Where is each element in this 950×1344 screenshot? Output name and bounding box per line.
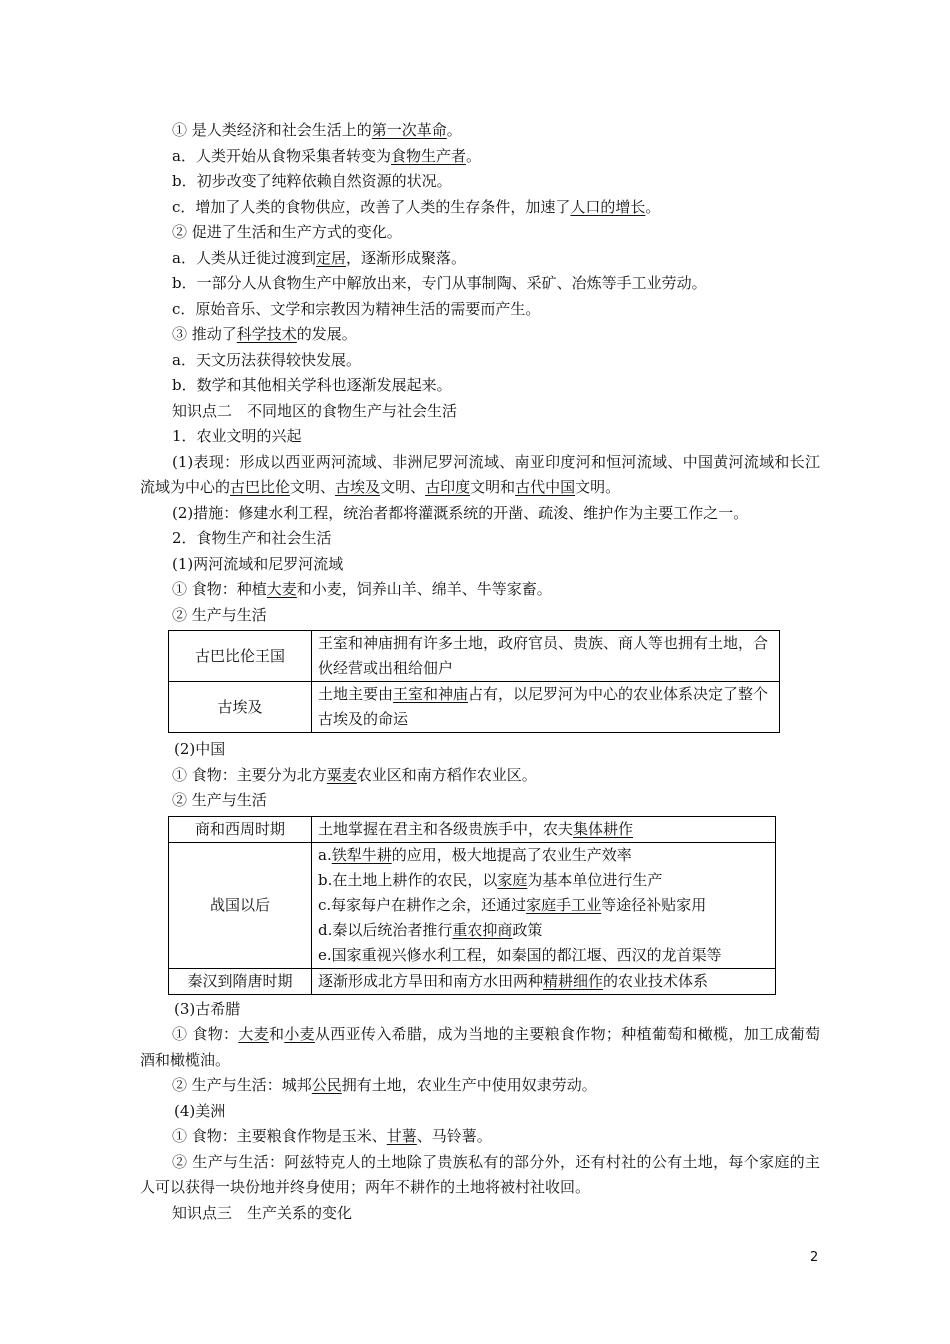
key-term: 家庭 — [497, 870, 528, 889]
china-agriculture-table — [168, 816, 776, 995]
key-term: 古代中国 — [515, 478, 576, 496]
key-term: 古巴比伦 — [230, 478, 291, 496]
paragraph: ② 生产与生活：阿兹特克人的土地除了贵族私有的部分外，还有村社的公有土地，每个家庭的主人可以获得一块份地并终身使用；两年不耕作的土地将被村社收回。 — [140, 1152, 820, 1196]
table-cell: 土地主要由王室和神庙占有，以尼罗河为中心的农业体系决定了整个古埃及的命运 — [312, 682, 780, 733]
list-item: e.国家重视兴修水利工程，如秦国的都江堰、西汉的龙首渠等 — [318, 945, 722, 964]
paragraph: b．初步改变了纯粹依赖自然资源的状况。 — [172, 172, 452, 190]
page-number: 2 — [810, 1250, 819, 1265]
key-term: 食物生产者 — [390, 146, 466, 165]
table-cell: 逐渐形成北方旱田和南方水田两种精耕细作的农业技术体系 — [312, 968, 776, 994]
paragraph: ① 食物：大麦和小麦从西亚传入希腊，成为当地的主要粮食作物；种植葡萄和橄榄，加工成葡萄酒和橄榄油。 — [140, 1025, 820, 1069]
list-item: d.秦以后统治者推行重农抑商政策 — [318, 920, 543, 939]
paragraph: a．人类从迁徙过渡到定居，逐渐形成聚落。 — [172, 248, 466, 267]
key-term: 古埃及 — [335, 478, 381, 496]
subheading: (2)中国 — [174, 740, 226, 758]
table-row — [169, 816, 776, 842]
key-term: 甘薯 — [386, 1127, 417, 1145]
paragraph: ③ 推动了科学技术的发展。 — [172, 325, 357, 343]
key-term: 王室和神庙 — [393, 685, 469, 703]
table-cell: 秦汉到隋唐时期 — [169, 968, 312, 994]
key-term: 粟麦 — [326, 765, 357, 784]
key-term: 人口的增长 — [570, 197, 646, 216]
key-term: 小麦 — [284, 1025, 315, 1043]
key-term: 大麦 — [238, 1025, 269, 1043]
subheading: 1．农业文明的兴起 — [172, 427, 302, 445]
table-row — [169, 968, 776, 994]
section-heading: 知识点二 不同地区的食物生产与社会生活 — [172, 401, 458, 420]
subheading: 2．食物生产和社会生活 — [172, 529, 332, 547]
paragraph: (1)表现：形成以西亚两河流域、非洲尼罗河流域、南亚印度河和恒河流域、中国黄河流域和长江流域为中心的古巴比伦文明、古埃及文明、古印度文明和古代中国文明。 — [140, 452, 820, 496]
paragraph: b．一部分人从食物生产中解放出来，专门从事制陶、采矿、冶炼等手工业劳动。 — [172, 274, 707, 292]
table-cell: 古巴比伦王国 — [169, 631, 312, 682]
table-cell — [312, 842, 776, 968]
key-term: 重农抑商 — [452, 920, 513, 939]
key-term: 铁犁牛耕 — [331, 845, 392, 864]
list-item: b.在土地上耕作的农民，以家庭为基本单位进行生产 — [318, 870, 663, 889]
table-row — [169, 682, 780, 733]
paragraph: a．人类开始从食物采集者转变为食物生产者。 — [172, 146, 481, 165]
table-cell: 战国以后 — [169, 842, 312, 968]
key-term: 精耕细作 — [543, 971, 604, 990]
mesopotamia-egypt-table — [168, 630, 780, 733]
paragraph: ① 是人类经济和社会生活上的第一次革命。 — [172, 121, 462, 139]
key-term: 集体耕作 — [573, 819, 634, 838]
subheading: (3)古希腊 — [174, 999, 241, 1018]
table-row — [169, 631, 780, 682]
subheading: (4)美洲 — [174, 1101, 226, 1120]
list-item: c.每家每户在耕作之余，还通过家庭手工业等途径补贴家用 — [318, 895, 707, 914]
key-term: 古印度 — [425, 478, 471, 496]
table-cell: 古埃及 — [169, 682, 312, 733]
paragraph: (2)措施：修建水利工程，统治者都将灌溉系统的开凿、疏浚、维护作为主要工作之一。 — [172, 503, 749, 522]
paragraph: a．天文历法获得较快发展。 — [172, 350, 361, 369]
paragraph: ② 生产与生活 — [172, 605, 267, 624]
paragraph: b．数学和其他相关学科也逐渐发展起来。 — [172, 376, 452, 394]
table-cell: 商和西周时期 — [169, 816, 312, 842]
key-term: 科学技术 — [236, 325, 297, 343]
paragraph: ① 食物：主要分为北方粟麦农业区和南方稻作农业区。 — [172, 765, 537, 784]
section-heading: 知识点三 生产关系的变化 — [172, 1203, 353, 1222]
paragraph: ② 促进了生活和生产方式的变化。 — [172, 223, 402, 241]
key-term: 公民 — [311, 1076, 342, 1094]
paragraph: ② 生产与生活 — [172, 791, 267, 809]
key-term: 第一次革命 — [371, 121, 447, 139]
key-term: 定居 — [315, 248, 346, 267]
key-term: 家庭手工业 — [526, 895, 602, 914]
table-cell: 王室和神庙拥有许多土地，政府官员、贵族、商人等也拥有土地，合伙经营或出租给佃户 — [312, 631, 780, 682]
key-term: 大麦 — [266, 580, 297, 598]
document-body — [140, 118, 820, 1226]
list-item: a.铁犁牛耕的应用，极大地提高了农业生产效率 — [318, 845, 632, 864]
paragraph: c．原始音乐、文学和宗教因为精神生活的需要而产生。 — [172, 299, 541, 318]
paragraph: c．增加了人类的食物供应，改善了人类的生存条件，加速了人口的增长。 — [172, 197, 661, 216]
table-row — [169, 842, 776, 968]
table-cell: 土地掌握在君主和各级贵族手中，农夫集体耕作 — [312, 816, 776, 842]
subheading: (1)两河流域和尼罗河流域 — [172, 554, 344, 573]
paragraph: ① 食物：种植大麦和小麦，饲养山羊、绵羊、牛等家畜。 — [172, 580, 552, 598]
paragraph: ① 食物：主要粮食作物是玉米、甘薯、马铃薯。 — [172, 1127, 492, 1145]
paragraph: ② 生产与生活：城邦公民拥有土地，农业生产中使用奴隶劳动。 — [172, 1076, 597, 1094]
